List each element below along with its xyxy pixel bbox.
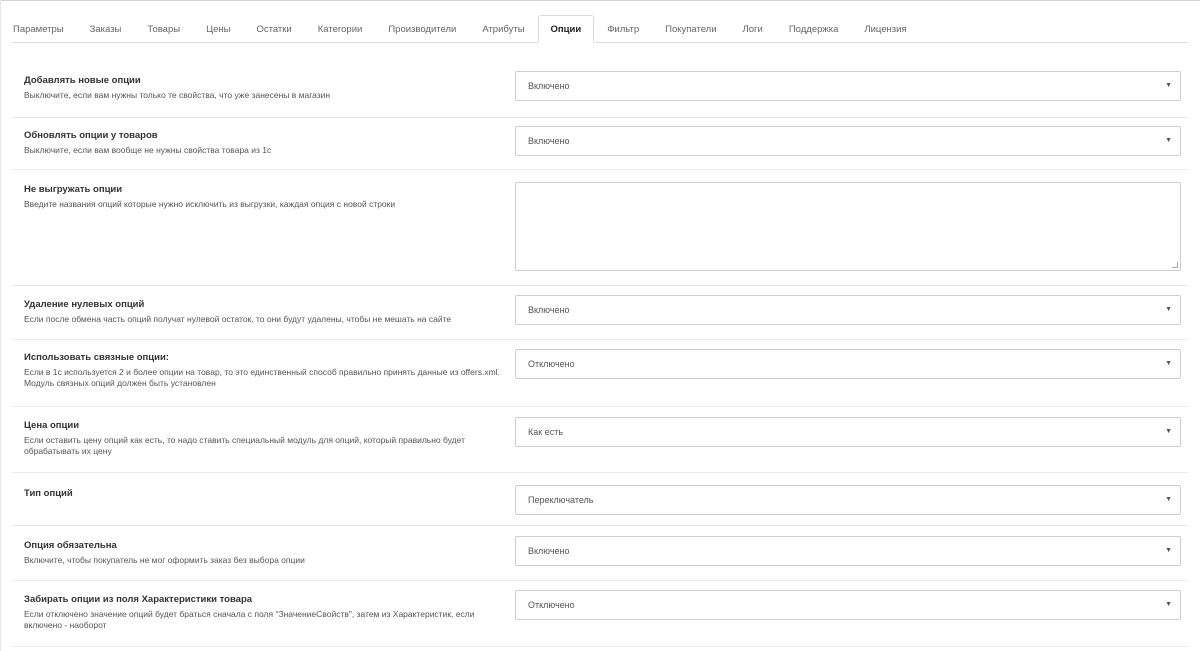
delete-zero-options-select[interactable]	[515, 295, 1181, 325]
setting-description: Выключите, если вам вообще не нужны свойства товара из 1с	[24, 145, 272, 155]
setting-row-options-from-characteristics	[12, 581, 1188, 647]
resize-grip-icon[interactable]	[1172, 262, 1178, 268]
select-value: Включено	[528, 546, 570, 556]
select-value: Включено	[528, 81, 570, 91]
tab-filter[interactable]: Фильтр	[607, 24, 640, 35]
option-type-select[interactable]	[515, 485, 1181, 515]
setting-row-option-required	[12, 526, 1188, 581]
caret-down-icon: ▼	[1165, 82, 1172, 89]
panel-left-border	[0, 0, 1, 651]
linked-options-select[interactable]	[515, 349, 1181, 379]
caret-down-icon: ▼	[1165, 547, 1172, 554]
tab-attributes[interactable]: Атрибуты	[482, 24, 525, 35]
exclude-options-textarea[interactable]	[515, 182, 1181, 271]
setting-title: Использовать связные опции:	[24, 352, 169, 363]
select-value: Включено	[528, 136, 570, 146]
setting-description: Введите названия опций которые нужно исключить из выгрузки, каждая опция с новой строки	[24, 199, 396, 209]
setting-description: Если в 1с используется 2 и более опции на товар, то это единственный способ правильно принять данные из offers.xml. Модуль связных опций должен быть установлен	[24, 367, 500, 388]
setting-title: Тип опций	[24, 488, 73, 499]
tab-options[interactable]: Опции	[538, 15, 595, 43]
setting-row-exclude-options	[12, 170, 1188, 286]
setting-title: Удаление нулевых опций	[24, 299, 145, 310]
tab-orders[interactable]: Заказы	[89, 24, 122, 35]
tab-license[interactable]: Лицензия	[864, 24, 907, 35]
setting-row-option-type	[12, 473, 1188, 526]
setting-row-update-product-options	[12, 118, 1188, 170]
setting-title: Не выгружать опции	[24, 184, 123, 195]
caret-down-icon: ▼	[1165, 601, 1172, 608]
caret-down-icon: ▼	[1165, 428, 1172, 435]
setting-title: Добавлять новые опции	[24, 75, 141, 86]
tab-prices[interactable]: Цены	[206, 24, 231, 35]
tab-bar	[12, 15, 1188, 43]
select-value: Включено	[528, 305, 570, 315]
option-price-select[interactable]	[515, 417, 1181, 447]
setting-description: Выключите, если вам нужны только те свойства, что уже занесены в магазин	[24, 90, 331, 100]
tab-support[interactable]: Поддержка	[788, 24, 839, 35]
select-value: Как есть	[528, 427, 564, 437]
setting-title: Обновлять опции у товаров	[24, 130, 158, 141]
tab-manufacturers[interactable]: Производители	[388, 24, 457, 35]
setting-row-option-price	[12, 407, 1188, 473]
options-from-characteristics-select[interactable]	[515, 590, 1181, 620]
setting-description: Если после обмена часть опций получат нулевой остаток, то они будут удалены, чтобы не мешать на сайте	[24, 314, 452, 324]
setting-title: Забирать опции из поля Характеристики товара	[24, 594, 253, 605]
select-value: Отключено	[528, 600, 575, 610]
tab-logs[interactable]: Логи	[742, 24, 763, 35]
caret-down-icon: ▼	[1165, 137, 1172, 144]
setting-title: Цена опции	[24, 420, 80, 431]
setting-title: Опция обязательна	[24, 540, 117, 551]
option-required-select[interactable]	[515, 536, 1181, 566]
setting-row-add-new-options	[12, 43, 1188, 118]
setting-description: Если отключено значение опций будет браться сначала с поля "ЗначениеСвойств", затем из Характеристик, если включено - наоборот	[24, 609, 475, 630]
setting-row-delete-zero-options	[12, 286, 1188, 340]
tab-customers[interactable]: Покупатели	[665, 24, 717, 35]
tab-parameters[interactable]: Параметры	[13, 24, 64, 35]
caret-down-icon: ▼	[1165, 360, 1172, 367]
tab-stock[interactable]: Остатки	[256, 24, 292, 35]
tab-products[interactable]: Товары	[147, 24, 181, 35]
select-value: Отключено	[528, 359, 575, 369]
update-product-options-select[interactable]	[515, 126, 1181, 156]
tab-categories[interactable]: Категории	[317, 24, 363, 35]
add-new-options-select[interactable]	[515, 71, 1181, 101]
caret-down-icon: ▼	[1165, 306, 1172, 313]
setting-description: Включите, чтобы покупатель не мог оформить заказ без выбора опции	[24, 555, 305, 565]
select-value: Переключатель	[528, 495, 594, 505]
setting-row-linked-options	[12, 340, 1188, 407]
caret-down-icon: ▼	[1165, 496, 1172, 503]
setting-description: Если оставить цену опций как есть, то надо ставить специальный модуль для опций, который правильно будет обрабатывать их цену	[24, 435, 465, 456]
